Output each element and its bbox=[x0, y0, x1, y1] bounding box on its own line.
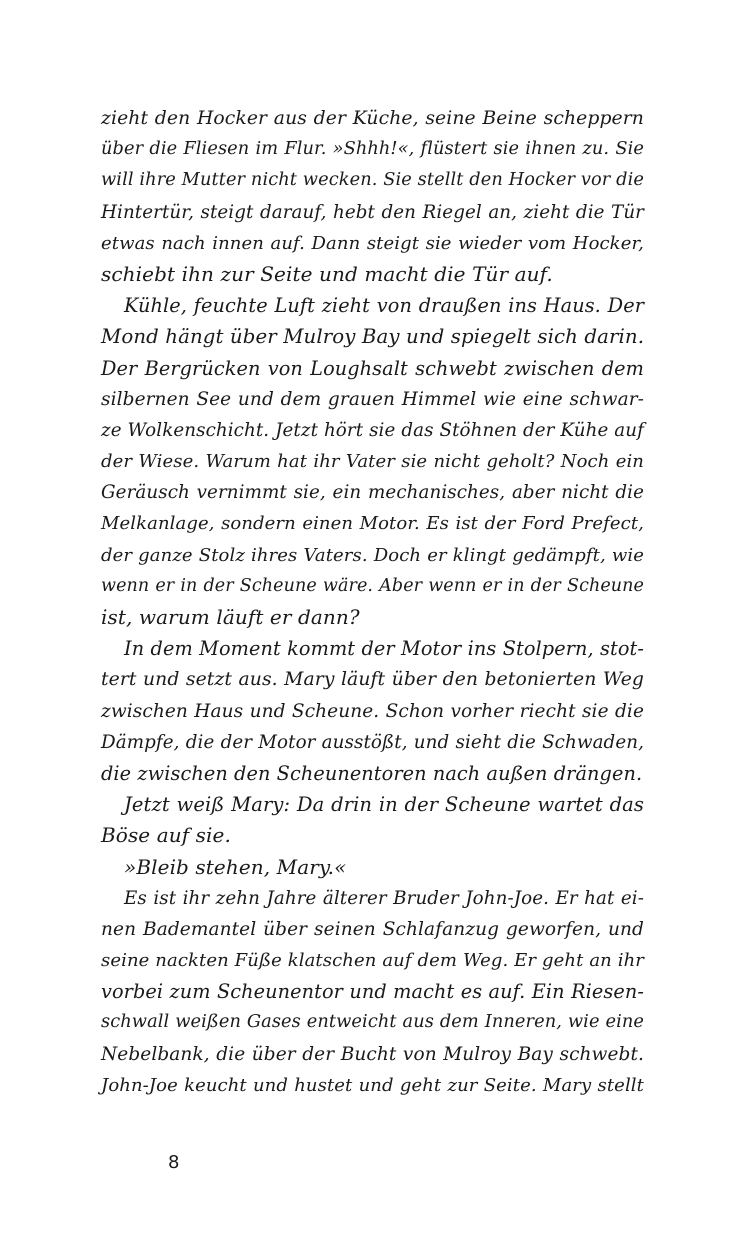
text-line: über die Fliesen im Flur. »Shhh!«, flüstert sie ihnen zu. Sie bbox=[101, 139, 644, 160]
text-line: zieht den Hocker aus der Küche, seine Beine scheppern bbox=[101, 108, 644, 129]
text-line: die zwischen den Scheunentoren nach außen drängen. bbox=[101, 761, 643, 785]
body-text bbox=[101, 103, 644, 1101]
text-line: der ganze Stolz ihres Vaters. Doch er klingt gedämpft, wie bbox=[101, 544, 644, 566]
text-line: nen Bademantel über seinen Schlafanzug geworfen, und bbox=[101, 918, 644, 940]
text-line: Der Bergrücken von Loughsalt schwebt zwischen dem bbox=[101, 356, 644, 380]
text-line: »Bleib stehen, Mary.« bbox=[124, 854, 347, 879]
text-line: Böse auf sie. bbox=[101, 823, 231, 848]
text-line: zwischen Haus und Scheune. Schon vorher riecht sie die bbox=[101, 700, 644, 722]
paragraph-5 bbox=[101, 852, 644, 883]
text-line: Nebelbank, die über der Bucht von Mulroy Bay schwebt. bbox=[101, 1043, 644, 1065]
text-line: Hintertür, steigt darauf, hebt den Riegel an, zieht die Tür bbox=[101, 201, 644, 223]
text-line: Geräusch vernimmt sie, ein mechanisches, aber nicht die bbox=[101, 482, 644, 504]
text-line: tert und setzt aus. Mary läuft über den betonierten Weg bbox=[101, 669, 644, 691]
text-line: wenn er in der Scheune wäre. Aber wenn er in der Scheune bbox=[101, 575, 644, 596]
text-line: ist, warum läuft er dann? bbox=[101, 605, 360, 629]
text-line: ze Wolkenschicht. Jetzt hört sie das Stöhnen der Kühe auf bbox=[101, 419, 644, 441]
text-line: Dämpfe, die der Motor ausstößt, und sieht die Schwaden, bbox=[101, 731, 644, 753]
text-line: schwall weißen Gases entweicht aus dem Inneren, wie eine bbox=[101, 1012, 644, 1033]
paragraph-3 bbox=[101, 633, 644, 789]
text-line: John-Joe keucht und hustet und geht zur Seite. Mary stellt bbox=[101, 1074, 644, 1096]
text-line: seine nackten Füße klatschen auf dem Weg. Er geht an ihr bbox=[101, 950, 644, 972]
text-line: vorbei zum Scheunentor und macht es auf. Ein Riesen- bbox=[101, 980, 644, 1004]
text-line: der Wiese. Warum hat ihr Vater sie nicht geholt? Noch ein bbox=[101, 451, 644, 473]
text-line: Es ist ihr zehn Jahre älterer Bruder John-Joe. Er hat ei- bbox=[124, 887, 644, 909]
text-line: etwas nach innen auf. Dann steigt sie wieder vom Hocker, bbox=[101, 232, 644, 254]
paragraph-6 bbox=[101, 883, 644, 1101]
text-line: schiebt ihn zur Seite und macht die Tür auf. bbox=[101, 261, 553, 286]
paragraph-1 bbox=[101, 103, 644, 290]
text-line: Jetzt weiß Mary: Da drin in der Scheune wartet das bbox=[124, 793, 644, 817]
page-number: 8 bbox=[168, 1152, 180, 1173]
text-line: will ihre Mutter nicht wecken. Sie stellt den Hocker vor die bbox=[101, 170, 644, 191]
text-line: In dem Moment kommt der Motor ins Stolpern, stot- bbox=[124, 637, 644, 661]
paragraph-4 bbox=[101, 789, 644, 851]
paragraph-2 bbox=[101, 290, 644, 633]
text-line: Kühle, feuchte Luft zieht von draußen ins Haus. Der bbox=[124, 294, 644, 318]
text-line: Melkanlage, sondern einen Motor. Es ist der Ford Prefect, bbox=[101, 513, 644, 535]
text-line: Mond hängt über Mulroy Bay und spiegelt sich darin. bbox=[101, 325, 645, 349]
text-line: silbernen See und dem grauen Himmel wie eine schwar- bbox=[101, 388, 644, 410]
